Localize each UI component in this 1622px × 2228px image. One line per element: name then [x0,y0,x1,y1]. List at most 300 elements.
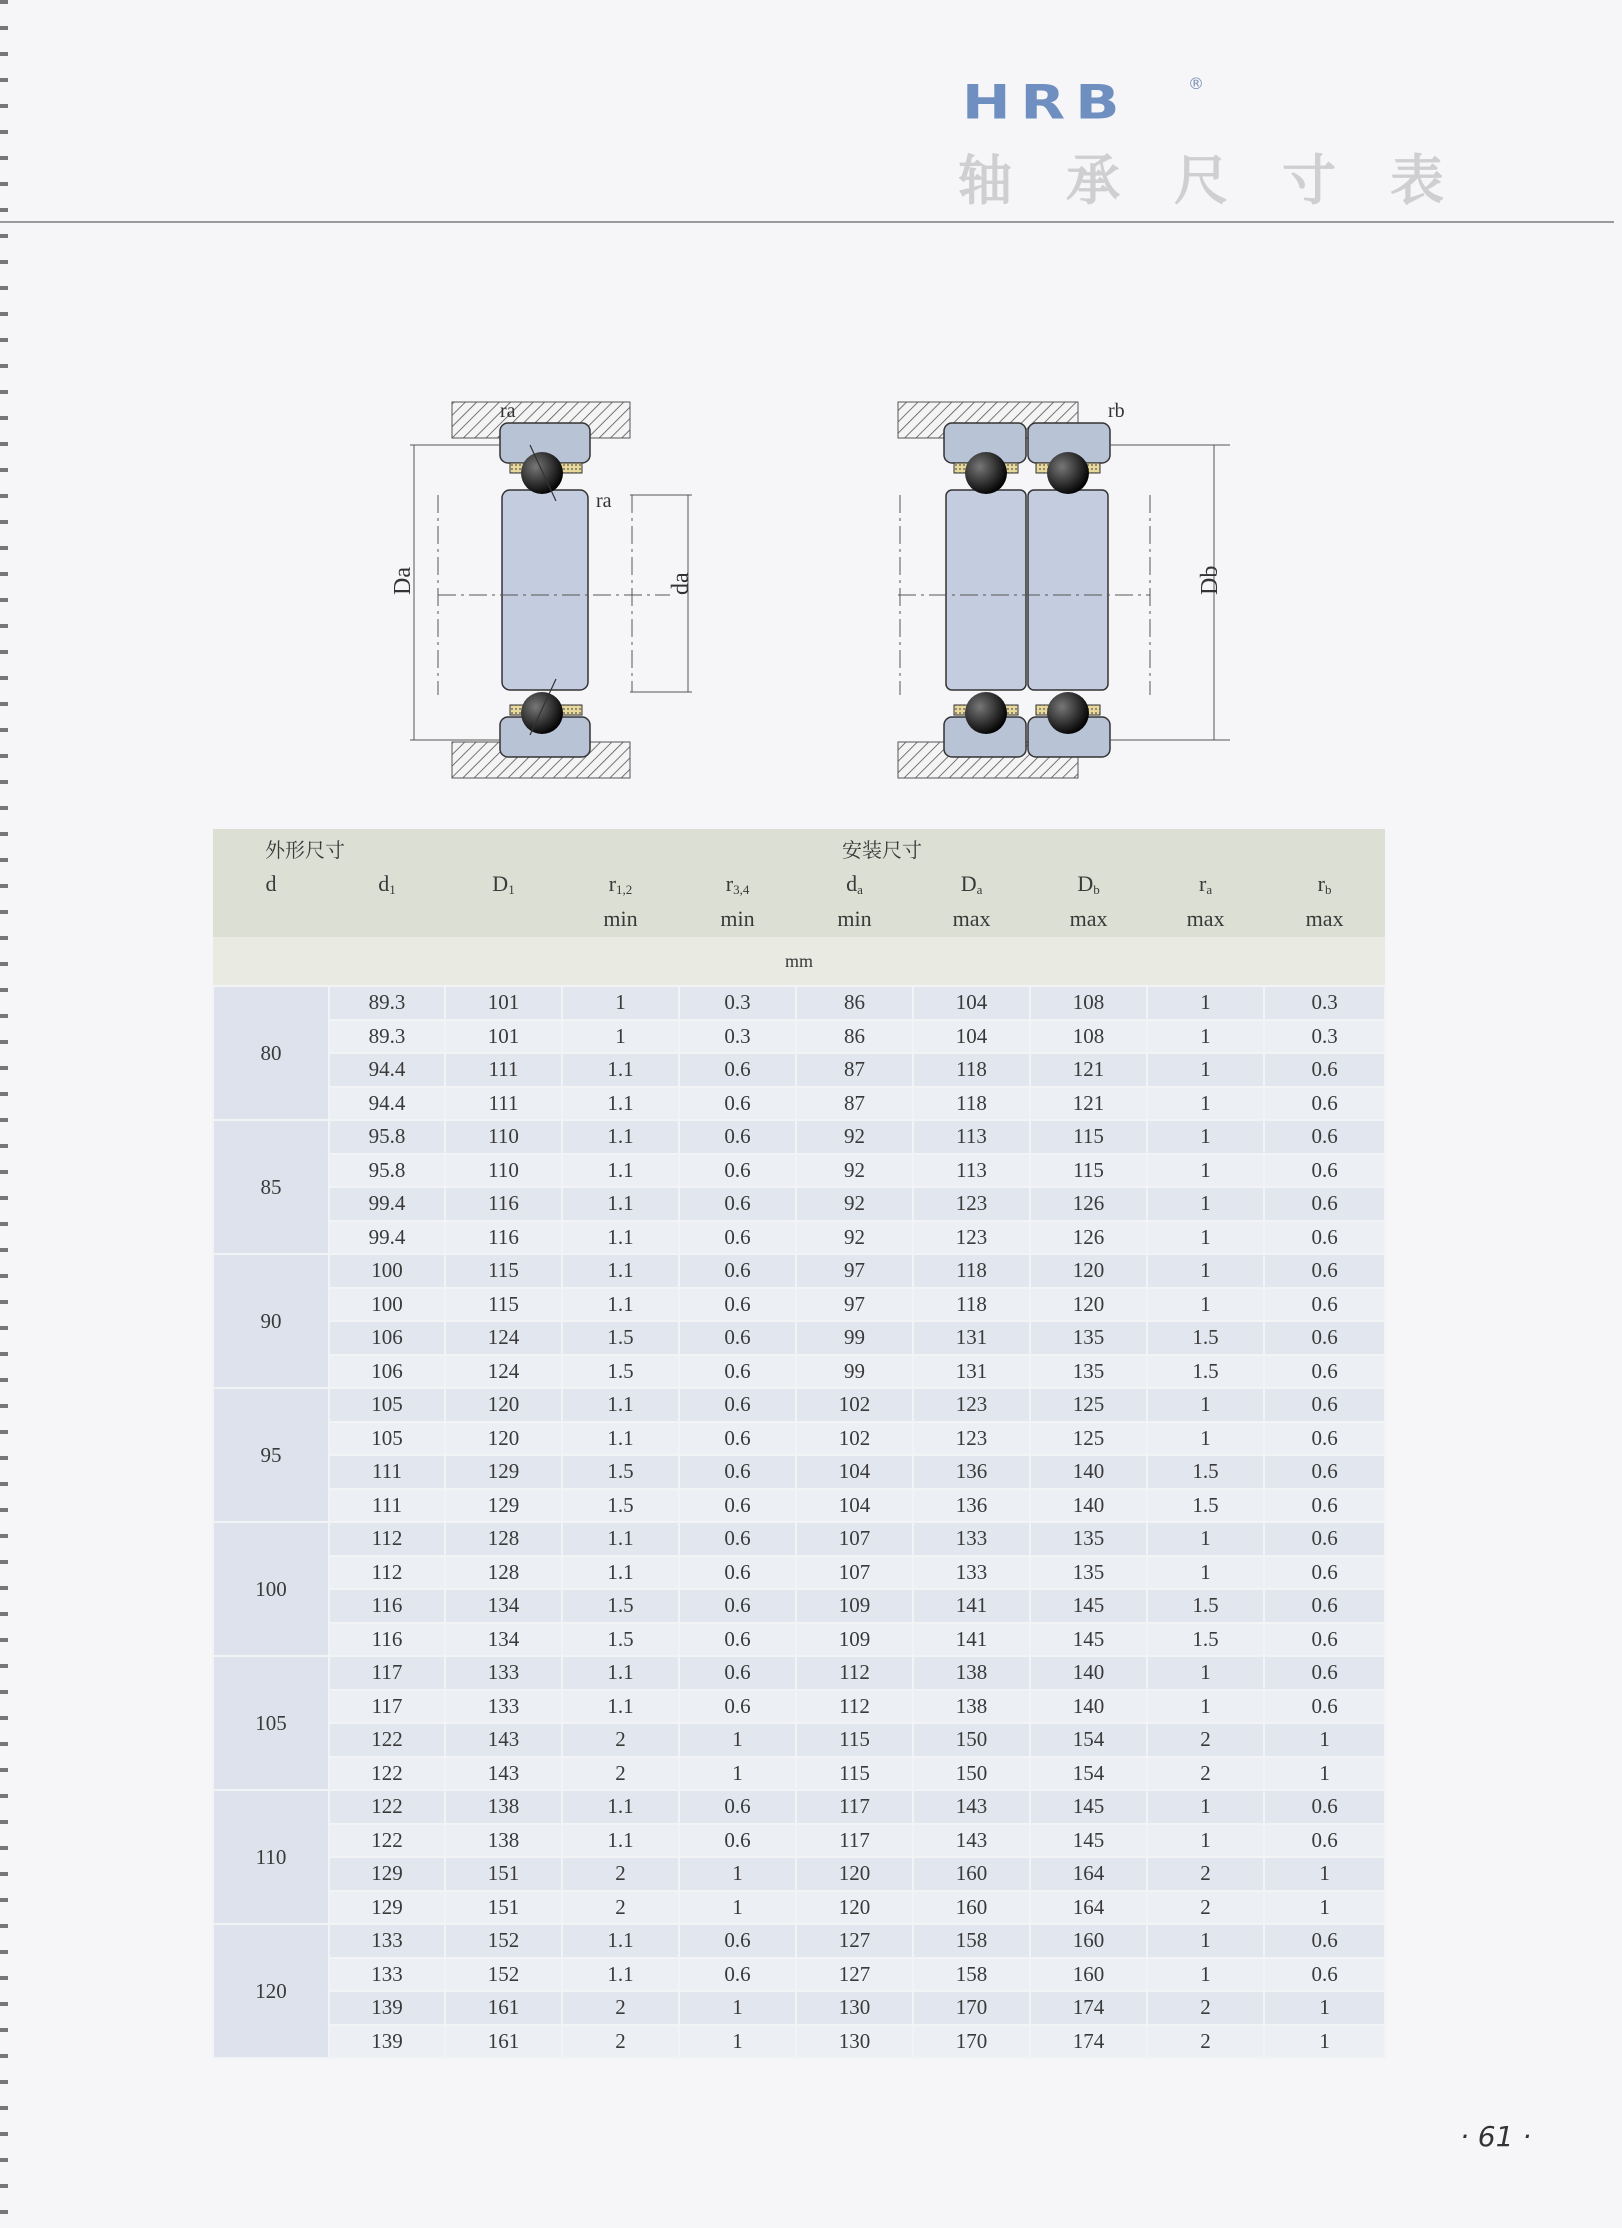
table-cell: 0.3 [1264,1020,1385,1054]
table-cell: 143 [445,1723,562,1757]
label-Da: Da [390,567,416,595]
table-cell: 1.5 [562,1321,679,1355]
table-cell: 99.4 [329,1221,445,1255]
table-cell: 104 [796,1489,913,1523]
table-cell: 1 [1147,1120,1264,1154]
table-cell: 123 [913,1221,1030,1255]
table-cell: 113 [913,1154,1030,1188]
table-cell: 1.5 [562,1355,679,1389]
column-header-0 [213,867,329,901]
table-cell: 1.1 [562,1053,679,1087]
table-cell: 115 [445,1288,562,1322]
table-cell: 0.6 [1264,1087,1385,1121]
table-cell: 0.6 [1264,1355,1385,1389]
table-cell: 1.1 [562,1958,679,1992]
label-da: da [668,572,694,595]
table-cell: 117 [329,1690,445,1724]
column-symbol: r [1198,870,1207,896]
table-cell: 99.4 [329,1187,445,1221]
table-row [213,2025,1385,2059]
table-cell: 0.6 [1264,1053,1385,1087]
table-cell: 0.6 [1264,1790,1385,1824]
table-cell: 0.6 [1264,1924,1385,1958]
table-cell: 0.6 [679,1221,796,1255]
table-cell: 135 [1030,1321,1147,1355]
table-cell: 126 [1030,1187,1147,1221]
table-cell: 120 [796,1857,913,1891]
table-cell: 1 [1147,1958,1264,1992]
table-cell: 133 [913,1556,1030,1590]
table-cell: 0.6 [679,1087,796,1121]
table-cell: 118 [913,1087,1030,1121]
table-cell: 128 [445,1556,562,1590]
table-cell: 92 [796,1221,913,1255]
table-cell: 138 [913,1690,1030,1724]
column-header-7 [1030,867,1147,901]
table-cell: 0.6 [679,1120,796,1154]
table-cell: 139 [329,1991,445,2025]
table-cell: 150 [913,1723,1030,1757]
table-cell: 1 [1147,1656,1264,1690]
column-header-9 [1264,867,1385,901]
table-cell: 174 [1030,1991,1147,2025]
table-cell: 143 [913,1790,1030,1824]
column-limit-2 [445,901,562,937]
column-symbol: d [846,870,858,896]
bearing-diagram [370,395,1250,795]
table-cell: 0.6 [1264,1690,1385,1724]
table-cell: 141 [913,1589,1030,1623]
table-cell: 0.6 [1264,1958,1385,1992]
table-cell: 117 [796,1824,913,1858]
table-cell: 133 [445,1690,562,1724]
table-cell: 0.6 [679,1824,796,1858]
table-cell: 104 [796,1455,913,1489]
column-header-2 [445,867,562,901]
label-ra-top: ra [500,400,516,422]
column-symbol: d [378,870,390,896]
table-row [213,1790,1385,1824]
table-cell: 143 [445,1757,562,1791]
header-rule [0,221,1614,223]
table-cell: 1.1 [562,1422,679,1456]
table-cell: 1.1 [562,1187,679,1221]
table-cell: 0.6 [679,1254,796,1288]
column-limit-1 [329,901,445,937]
table-cell: 1.1 [562,1221,679,1255]
table-cell: 112 [796,1690,913,1724]
column-header-6 [913,867,1030,901]
table-cell: 1.5 [1147,1589,1264,1623]
table-cell: 94.4 [329,1053,445,1087]
table-cell: 108 [1030,1020,1147,1054]
table-cell: 1.5 [562,1623,679,1657]
table-cell: 133 [913,1522,1030,1556]
table-cell: 0.6 [1264,1422,1385,1456]
table-cell: 107 [796,1522,913,1556]
table-row [213,1254,1385,1288]
table-cell: 158 [913,1958,1030,1992]
table-cell: 122 [329,1723,445,1757]
column-symbol: r [725,870,734,896]
table-cell: 123 [913,1187,1030,1221]
table-cell: 131 [913,1321,1030,1355]
table-cell: 107 [796,1556,913,1590]
table-row [213,1556,1385,1590]
table-cell: 1 [679,2025,796,2059]
table-cell: 2 [562,1891,679,1925]
table-cell: 0.6 [679,1187,796,1221]
table-cell: 92 [796,1154,913,1188]
table-cell: 145 [1030,1824,1147,1858]
table-row [213,1522,1385,1556]
column-limit-5: min [796,901,913,937]
table-cell: 2 [1147,1757,1264,1791]
table-cell: 89.3 [329,1020,445,1054]
table-row [213,1991,1385,2025]
table-cell: 1.5 [1147,1455,1264,1489]
page-number: · 61 · [1460,2120,1532,2153]
table-cell: 0.6 [1264,1455,1385,1489]
table-cell: 0.6 [679,1455,796,1489]
column-header-8 [1147,867,1264,901]
table-row [213,1120,1385,1154]
table-cell: 86 [796,1020,913,1054]
table-cell: 106 [329,1355,445,1389]
table-cell: 131 [913,1355,1030,1389]
table-cell: 94.4 [329,1087,445,1121]
table-cell: 120 [796,1891,913,1925]
table-cell: 1 [679,1857,796,1891]
table-cell: 140 [1030,1690,1147,1724]
column-header-5 [796,867,913,901]
table-row [213,1723,1385,1757]
group-header-mount: 安装尺寸 [796,829,1385,867]
table-cell: 117 [796,1790,913,1824]
table-cell: 160 [1030,1924,1147,1958]
column-subscript: 1 [389,881,396,897]
table-cell: 1.5 [562,1489,679,1523]
table-cell: 138 [913,1656,1030,1690]
table-cell: 110 [445,1154,562,1188]
label-Db: Db [1197,565,1223,595]
table-cell: 133 [445,1656,562,1690]
table-cell: 0.6 [679,1154,796,1188]
table-cell: 101 [445,1020,562,1054]
table-cell: 120 [1030,1254,1147,1288]
bore-diameter-cell: 120 [213,1924,329,2058]
bore-diameter-cell: 80 [213,986,329,1120]
table-cell: 170 [913,2025,1030,2059]
table-cell: 95.8 [329,1120,445,1154]
table-cell: 1.1 [562,1120,679,1154]
table-cell: 100 [329,1288,445,1322]
table-cell: 129 [445,1489,562,1523]
table-cell: 1 [1147,1187,1264,1221]
table-cell: 97 [796,1288,913,1322]
table-cell: 1 [1147,1154,1264,1188]
table-cell: 145 [1030,1589,1147,1623]
table-cell: 138 [445,1824,562,1858]
table-cell: 0.6 [679,1790,796,1824]
table-row [213,1656,1385,1690]
column-limit-4: min [679,901,796,937]
table-cell: 99 [796,1321,913,1355]
table-cell: 125 [1030,1422,1147,1456]
table-cell: 123 [913,1422,1030,1456]
table-cell: 161 [445,1991,562,2025]
table-row [213,1187,1385,1221]
table-cell: 120 [1030,1288,1147,1322]
table-cell: 118 [913,1053,1030,1087]
table-cell: 101 [445,986,562,1020]
table-row [213,1589,1385,1623]
table-cell: 135 [1030,1522,1147,1556]
table-cell: 135 [1030,1556,1147,1590]
table-cell: 154 [1030,1723,1147,1757]
table-cell: 129 [445,1455,562,1489]
table-row [213,1857,1385,1891]
label-rb: rb [1108,400,1125,422]
table-cell: 109 [796,1589,913,1623]
table-row [213,1388,1385,1422]
table-row [213,1924,1385,1958]
table-cell: 105 [329,1388,445,1422]
table-cell: 124 [445,1321,562,1355]
table-cell: 128 [445,1522,562,1556]
column-symbol: D [960,870,977,896]
table-cell: 108 [1030,986,1147,1020]
table-cell: 111 [329,1455,445,1489]
table-cell: 92 [796,1187,913,1221]
table-cell: 129 [329,1891,445,1925]
table-cell: 1.1 [562,1388,679,1422]
table-cell: 0.6 [1264,1288,1385,1322]
table-cell: 116 [329,1589,445,1623]
column-limit-7: max [1030,901,1147,937]
left-bearing-drawing [390,400,694,778]
table-cell: 0.6 [1264,1254,1385,1288]
table-cell: 0.6 [1264,1221,1385,1255]
table-row [213,1020,1385,1054]
table-cell: 1 [1147,1522,1264,1556]
label-ra: ra [596,490,612,512]
table-cell: 2 [562,1757,679,1791]
table-cell: 112 [796,1656,913,1690]
table-cell: 1 [1147,1790,1264,1824]
table-cell: 158 [913,1924,1030,1958]
column-unit-row [213,901,1385,937]
table-cell: 125 [1030,1388,1147,1422]
table-cell: 1 [1147,1422,1264,1456]
table-cell: 1.1 [562,1154,679,1188]
table-cell: 1 [1147,1556,1264,1590]
table-cell: 1.1 [562,1254,679,1288]
table-cell: 1.1 [562,1824,679,1858]
table-cell: 1.1 [562,1522,679,1556]
bearing-dimensions-table [212,829,1386,2059]
table-row [213,1053,1385,1087]
table-body [213,986,1385,2058]
table-cell: 160 [913,1891,1030,1925]
column-header-1 [329,867,445,901]
table-cell: 122 [329,1790,445,1824]
bore-diameter-cell: 105 [213,1656,329,1790]
table-cell: 1 [1264,1991,1385,2025]
table-cell: 102 [796,1422,913,1456]
table-cell: 2 [1147,1991,1264,2025]
table-cell: 0.6 [679,1958,796,1992]
table-cell: 0.6 [1264,1522,1385,1556]
group-header-outer: 外形尺寸 [213,829,796,867]
table-cell: 2 [562,1723,679,1757]
table-cell: 0.6 [1264,1589,1385,1623]
table-cell: 115 [796,1723,913,1757]
table-cell: 118 [913,1288,1030,1322]
table-cell: 1 [562,986,679,1020]
table-cell: 160 [913,1857,1030,1891]
column-header-row [213,867,1385,901]
table-cell: 0.6 [679,1321,796,1355]
table-cell: 1.5 [562,1589,679,1623]
table-cell: 1.1 [562,1790,679,1824]
table-cell: 1.5 [1147,1355,1264,1389]
table-cell: 120 [445,1388,562,1422]
table-cell: 1 [679,1991,796,2025]
table-row [213,1690,1385,1724]
table-cell: 116 [445,1187,562,1221]
table-cell: 133 [329,1958,445,1992]
table-cell: 104 [913,986,1030,1020]
table-row [213,1455,1385,1489]
table-cell: 0.6 [1264,1656,1385,1690]
table-cell: 127 [796,1958,913,1992]
table-cell: 1.1 [562,1690,679,1724]
table-cell: 0.6 [679,1556,796,1590]
registered-mark: ® [1188,74,1204,93]
table-cell: 111 [329,1489,445,1523]
table-row [213,1489,1385,1523]
binding-marks [0,0,8,2228]
table-cell: 1 [1147,1221,1264,1255]
page-title: 轴承尺寸表 [958,149,1498,212]
table-cell: 145 [1030,1790,1147,1824]
table-row [213,1824,1385,1858]
table-cell: 1 [1147,1254,1264,1288]
table-cell: 110 [445,1120,562,1154]
table-cell: 115 [1030,1154,1147,1188]
table-row [213,1958,1385,1992]
table-cell: 0.6 [1264,1321,1385,1355]
bore-diameter-cell: 100 [213,1522,329,1656]
table-cell: 134 [445,1589,562,1623]
bore-diameter-cell: 95 [213,1388,329,1522]
table-cell: 1 [679,1723,796,1757]
column-subscript: b [1324,881,1332,897]
table-cell: 133 [329,1924,445,1958]
table-cell: 2 [1147,1857,1264,1891]
right-bearing-drawing [898,400,1230,778]
table-cell: 170 [913,1991,1030,2025]
bore-diameter-cell: 110 [213,1790,329,1924]
table-cell: 1.1 [562,1556,679,1590]
table-cell: 135 [1030,1355,1147,1389]
column-limit-3: min [562,901,679,937]
table-cell: 2 [1147,1723,1264,1757]
table-cell: 1.5 [1147,1623,1264,1657]
table-cell: 0.6 [679,1288,796,1322]
table-cell: 152 [445,1924,562,1958]
table-cell: 164 [1030,1891,1147,1925]
table-cell: 0.3 [1264,986,1385,1020]
table-cell: 1 [1147,1924,1264,1958]
table-cell: 140 [1030,1489,1147,1523]
table-cell: 121 [1030,1053,1147,1087]
column-symbol: r [1317,870,1325,896]
table-cell: 104 [913,1020,1030,1054]
table-cell: 0.6 [1264,1187,1385,1221]
table-row [213,1891,1385,1925]
table-cell: 1 [1264,2025,1385,2059]
table-cell: 1 [1147,1020,1264,1054]
table-cell: 151 [445,1891,562,1925]
table-cell: 1.1 [562,1288,679,1322]
table-cell: 0.6 [1264,1556,1385,1590]
table-cell: 130 [796,1991,913,2025]
table-cell: 136 [913,1455,1030,1489]
table-row [213,1221,1385,1255]
table-cell: 140 [1030,1455,1147,1489]
table-cell: 120 [445,1422,562,1456]
table-cell: 0.6 [1264,1824,1385,1858]
table-cell: 111 [445,1053,562,1087]
table-cell: 102 [796,1388,913,1422]
table-cell: 121 [1030,1087,1147,1121]
table-cell: 1 [1264,1891,1385,1925]
table-cell: 123 [913,1388,1030,1422]
table-cell: 1 [679,1891,796,1925]
table-cell: 0.6 [679,1422,796,1456]
table-cell: 115 [796,1757,913,1791]
table-cell: 143 [913,1824,1030,1858]
table-cell: 1.5 [562,1455,679,1489]
column-symbol: r [608,870,617,896]
table-cell: 0.6 [679,1924,796,1958]
table-cell: 106 [329,1321,445,1355]
table-cell: 151 [445,1857,562,1891]
table-cell: 0.6 [1264,1388,1385,1422]
table-cell: 1.1 [562,1656,679,1690]
table-cell: 1.5 [1147,1321,1264,1355]
table-cell: 0.6 [679,1623,796,1657]
table-cell: 0.3 [679,986,796,1020]
table-cell: 116 [445,1221,562,1255]
table-cell: 118 [913,1254,1030,1288]
table-cell: 145 [1030,1623,1147,1657]
table-cell: 100 [329,1254,445,1288]
table-cell: 0.6 [1264,1154,1385,1188]
table-cell: 136 [913,1489,1030,1523]
table-row [213,1355,1385,1389]
column-subscript: 1,2 [616,881,633,897]
table-row [213,1288,1385,1322]
table-cell: 2 [1147,1891,1264,1925]
column-subscript: a [976,881,983,897]
column-limit-6: max [913,901,1030,937]
table-cell: 130 [796,2025,913,2059]
table-cell: 113 [913,1120,1030,1154]
table-cell: 0.6 [1264,1623,1385,1657]
